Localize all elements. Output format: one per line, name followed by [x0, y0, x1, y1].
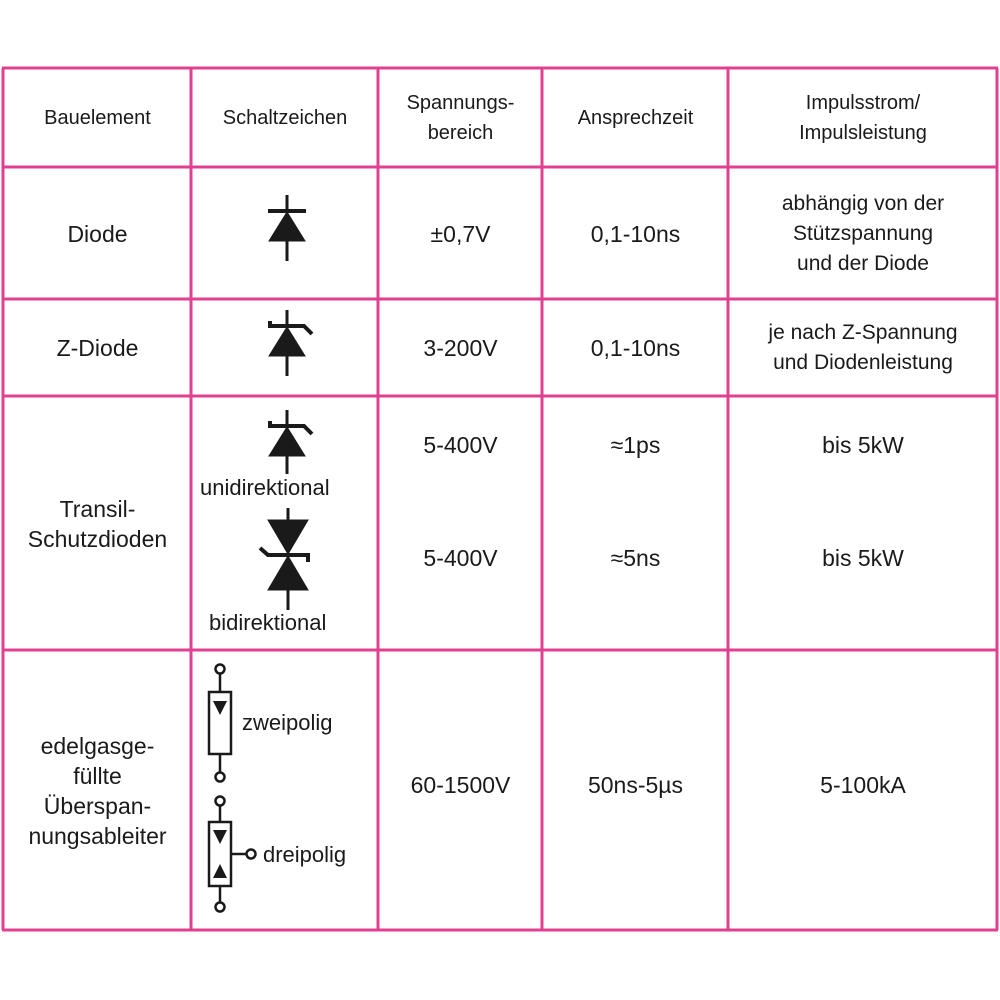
header-voltage: Spannungs- bereich	[406, 92, 515, 144]
unidirectional-tvs-icon	[262, 408, 318, 478]
header-component: Bauelement	[44, 107, 151, 129]
bi-voltage: 5-400V	[423, 545, 498, 571]
diode-pulse: abhängig von der Stützspannung und der Diode	[781, 191, 945, 275]
transil-name: Transil- Schutzdioden	[27, 495, 168, 552]
bi-pulse: bis 5kW	[822, 545, 904, 571]
zdiode-voltage: 3-200V	[423, 335, 498, 361]
diode-icon	[262, 193, 312, 265]
bi-response: ≈5ns	[610, 545, 661, 571]
zdiode-name: Z-Diode	[56, 335, 139, 361]
gas-voltage: 60-1500V	[410, 772, 511, 798]
gas-name: edelgasge- füllte Überspan- nungsableiter	[28, 732, 167, 849]
header-response: Ansprechzeit	[577, 107, 694, 129]
bidirectional-label: bidirektional	[209, 610, 327, 635]
header-symbol: Schaltzeichen	[222, 107, 348, 129]
zdiode-response: 0,1-10ns	[590, 335, 681, 361]
unidirectional-label: unidirektional	[200, 475, 330, 500]
diode-name: Diode	[67, 220, 128, 247]
header-pulse: Impulsstrom/ Impulsleistung	[799, 92, 927, 144]
uni-voltage: 5-400V	[423, 432, 498, 458]
zdiode-pulse: je nach Z-Spannung und Diodenleistung	[768, 321, 958, 374]
three-pole-label: dreipolig	[263, 842, 347, 867]
uni-pulse: bis 5kW	[822, 432, 904, 458]
three-pole-arrester-icon	[200, 792, 260, 918]
bidirectional-tvs-icon	[252, 506, 324, 616]
zener-diode-icon	[262, 308, 318, 380]
two-pole-arrester-icon	[200, 660, 240, 786]
gas-response: 50ns-5µs	[587, 772, 684, 798]
diode-response: 0,1-10ns	[590, 220, 681, 247]
uni-response: ≈1ps	[610, 432, 661, 458]
diode-voltage: ±0,7V	[430, 220, 491, 247]
gas-pulse: 5-100kA	[820, 772, 906, 798]
two-pole-label: zweipolig	[242, 710, 333, 735]
